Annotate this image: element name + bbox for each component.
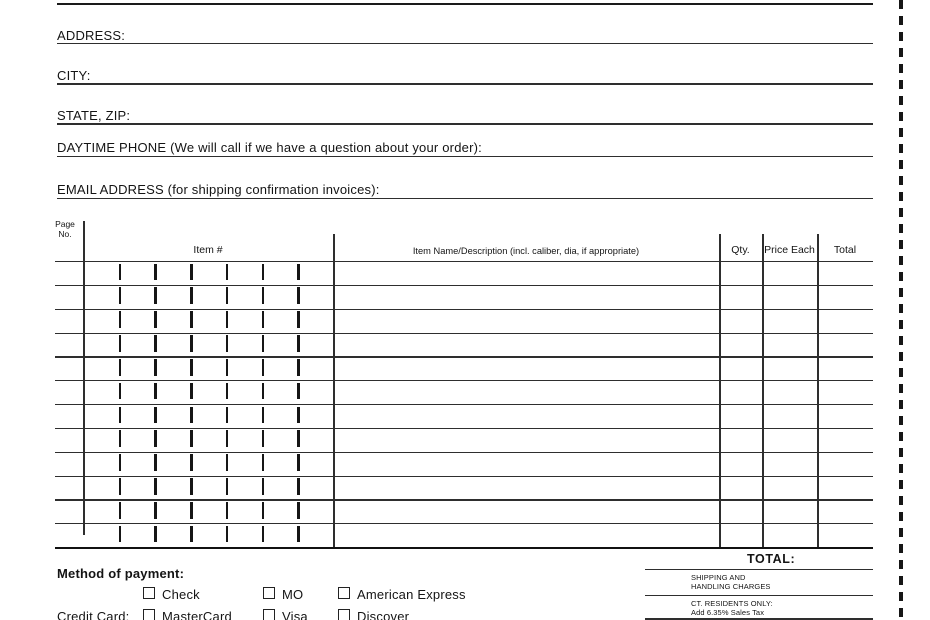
item-column-divider <box>333 234 335 547</box>
item-number-tick <box>226 526 229 543</box>
item-number-tick <box>262 454 265 471</box>
item-number-tick <box>190 311 193 328</box>
table-row-line <box>55 380 873 381</box>
item-number-tick <box>190 502 193 519</box>
item-number-tick <box>154 335 157 352</box>
item-number-tick <box>262 383 265 400</box>
table-row-line <box>55 523 873 524</box>
perforation-cut-line <box>899 0 903 620</box>
item-number-tick <box>119 430 122 447</box>
table-row-line <box>55 428 873 429</box>
item-number-tick <box>190 430 193 447</box>
item-number-tick <box>119 335 122 352</box>
table-row[interactable] <box>55 476 873 500</box>
visa-checkbox[interactable] <box>263 609 275 620</box>
state-zip-label: STATE, ZIP: <box>57 108 131 123</box>
discover-checkbox[interactable] <box>338 609 350 620</box>
table-row-line <box>55 309 873 310</box>
table-row-line <box>55 333 873 334</box>
american-express-label: American Express <box>357 587 466 602</box>
item-number-tick <box>154 287 157 304</box>
item-number-tick <box>297 383 300 400</box>
payment-title: Method of payment: <box>57 566 185 581</box>
table-row-line <box>55 404 873 405</box>
item-number-tick <box>154 478 157 495</box>
item-number-tick <box>226 407 229 424</box>
item-number-tick <box>297 502 300 519</box>
item-number-tick <box>190 335 193 352</box>
mastercard-checkbox[interactable] <box>143 609 155 620</box>
visa-label: Visa <box>282 609 308 620</box>
item-number-tick <box>226 287 229 304</box>
item-number-tick <box>262 502 265 519</box>
table-row-line <box>55 476 873 477</box>
table-row-line <box>55 285 873 286</box>
item-number-tick <box>262 478 265 495</box>
american-express-checkbox[interactable] <box>338 587 350 599</box>
page-no-header: Page No. <box>55 219 75 239</box>
total-header: Total <box>833 244 857 256</box>
table-row[interactable] <box>55 309 873 333</box>
table-header-line <box>55 261 873 263</box>
table-row-line <box>55 356 873 357</box>
table-row[interactable] <box>55 404 873 428</box>
table-row[interactable] <box>55 452 873 476</box>
name-input-line[interactable] <box>57 3 873 5</box>
item-number-tick <box>226 430 229 447</box>
item-number-tick <box>190 383 193 400</box>
item-number-tick <box>119 383 122 400</box>
item-number-tick <box>190 454 193 471</box>
item-number-tick <box>154 311 157 328</box>
item-number-tick <box>262 407 265 424</box>
item-number-tick <box>297 454 300 471</box>
table-row[interactable] <box>55 380 873 404</box>
address-label: ADDRESS: <box>57 28 126 43</box>
total-column-divider <box>817 234 819 547</box>
item-number-tick <box>262 311 265 328</box>
mo-checkbox[interactable] <box>263 587 275 599</box>
phone-input-line[interactable] <box>57 156 873 158</box>
table-row-line <box>55 452 873 453</box>
item-number-tick <box>226 454 229 471</box>
item-number-tick <box>262 335 265 352</box>
phone-label: DAYTIME PHONE (We will call if we have a question about your order): <box>57 140 482 155</box>
item-number-tick <box>297 407 300 424</box>
table-row-line <box>55 499 873 500</box>
item-number-tick <box>154 383 157 400</box>
item-number-header: Item # <box>193 244 223 256</box>
item-number-tick <box>226 264 229 281</box>
city-input-line[interactable] <box>57 83 873 85</box>
item-number-tick <box>226 383 229 400</box>
total-label: TOTAL: <box>747 552 796 566</box>
item-number-tick <box>190 287 193 304</box>
item-number-tick <box>262 359 265 376</box>
state-zip-input-line[interactable] <box>57 123 873 125</box>
credit-card-label: Credit Card: <box>57 609 130 620</box>
shipping-line-top <box>645 569 873 571</box>
item-number-tick <box>226 311 229 328</box>
item-number-tick <box>154 430 157 447</box>
email-input-line[interactable] <box>57 198 873 200</box>
item-number-tick <box>190 264 193 281</box>
item-number-tick <box>119 526 122 543</box>
table-row[interactable] <box>55 523 873 547</box>
item-number-tick <box>154 526 157 543</box>
address-input-line[interactable] <box>57 43 873 45</box>
item-number-tick <box>297 264 300 281</box>
totals-bottom-line <box>645 618 873 620</box>
item-number-tick <box>297 359 300 376</box>
item-number-tick <box>190 526 193 543</box>
check-label: Check <box>162 587 200 602</box>
item-number-tick <box>262 430 265 447</box>
table-bottom-line <box>55 547 873 550</box>
item-number-tick <box>226 359 229 376</box>
item-number-tick <box>226 478 229 495</box>
item-number-tick <box>190 478 193 495</box>
description-header: Item Name/Description (incl. caliber, dia, if appropriate) <box>412 246 640 256</box>
item-number-tick <box>154 359 157 376</box>
shipping-charges-label: SHIPPING AND HANDLING CHARGES <box>691 572 771 591</box>
qty-column-divider <box>719 234 721 547</box>
item-number-tick <box>119 264 122 281</box>
item-number-tick <box>190 359 193 376</box>
item-number-tick <box>226 502 229 519</box>
item-number-tick <box>297 311 300 328</box>
item-number-tick <box>154 407 157 424</box>
item-number-tick <box>297 430 300 447</box>
price-column-divider <box>762 234 764 547</box>
mo-label: MO <box>282 587 304 602</box>
item-number-tick <box>119 454 122 471</box>
page-column-divider <box>83 221 85 535</box>
item-number-tick <box>154 502 157 519</box>
item-number-tick <box>119 478 122 495</box>
table-row[interactable] <box>55 356 873 380</box>
ct-sales-tax-label: CT. RESIDENTS ONLY: Add 6.35% Sales Tax <box>691 598 773 617</box>
item-number-tick <box>262 526 265 543</box>
item-number-tick <box>119 502 122 519</box>
item-number-tick <box>119 287 122 304</box>
price-each-header: Price Each <box>764 244 815 256</box>
item-number-tick <box>226 335 229 352</box>
item-number-tick <box>119 359 122 376</box>
item-number-tick <box>297 335 300 352</box>
item-number-tick <box>297 526 300 543</box>
table-row[interactable] <box>55 261 873 285</box>
email-label: EMAIL ADDRESS (for shipping confirmation invoices): <box>57 182 380 197</box>
item-number-tick <box>154 264 157 281</box>
table-row[interactable] <box>55 333 873 357</box>
item-number-tick <box>262 264 265 281</box>
city-label: CITY: <box>57 68 91 83</box>
tax-line-top <box>645 595 873 597</box>
table-row[interactable] <box>55 285 873 309</box>
mastercard-label: MasterCard <box>162 609 232 620</box>
item-number-tick <box>297 478 300 495</box>
item-number-tick <box>262 287 265 304</box>
check-checkbox[interactable] <box>143 587 155 599</box>
item-number-tick <box>119 407 122 424</box>
discover-label: Discover <box>357 609 410 620</box>
item-number-tick <box>297 287 300 304</box>
item-number-tick <box>119 311 122 328</box>
item-number-tick <box>190 407 193 424</box>
table-row[interactable] <box>55 428 873 452</box>
item-number-tick <box>154 454 157 471</box>
qty-header: Qty. <box>731 244 750 256</box>
table-row[interactable] <box>55 499 873 523</box>
